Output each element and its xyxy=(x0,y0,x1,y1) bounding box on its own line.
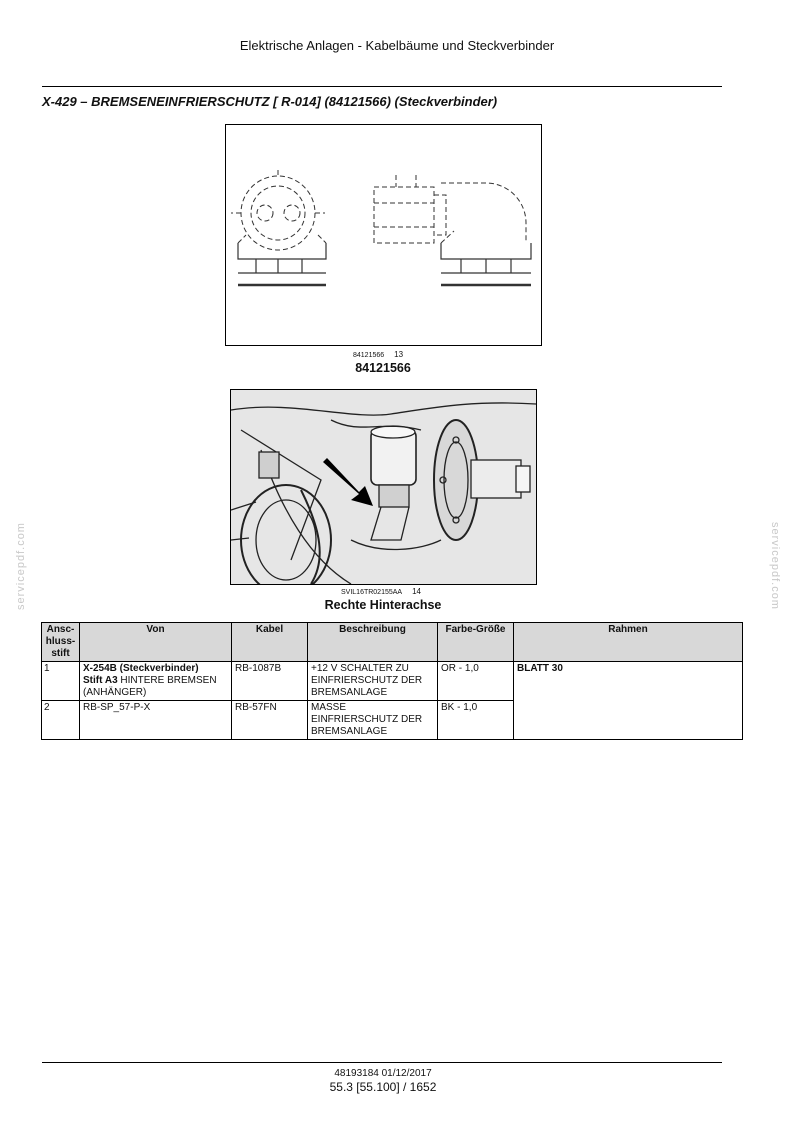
cell-color-size: BK - 1,0 xyxy=(438,701,514,740)
figure1-code: 84121566 xyxy=(353,352,385,359)
figure1-code-caption xyxy=(353,350,403,359)
table-header-row xyxy=(42,623,743,662)
footer-document-id: 48193184 01/12/2017 xyxy=(334,1068,432,1079)
footer-rule xyxy=(42,1062,722,1063)
watermark-left: servicepdf.com xyxy=(15,522,27,610)
section-title: X-429 – BREMSENEINFRIERSCHUTZ [ R-014] (84121566) (Steckverbinder) xyxy=(42,94,498,109)
figure2-code-caption xyxy=(341,587,421,596)
figure1-caption: 84121566 xyxy=(355,361,411,375)
cell-from-pin: Stift A3 xyxy=(83,675,118,686)
connector-pin-table xyxy=(41,622,743,740)
cell-pin: 2 xyxy=(42,701,80,740)
cell-frame: BLATT 30 xyxy=(514,662,743,740)
figure1-ref: 13 xyxy=(394,350,404,359)
column-header-color-size: Farbe-Größe xyxy=(438,623,514,662)
figure2-ref: 14 xyxy=(412,587,422,596)
cell-description: +12 V SCHALTER ZU EINFRIERSCHUTZ DER BREMSANLAGE xyxy=(308,662,438,701)
page-header-title: Elektrische Anlagen - Kabelbäume und Steckverbinder xyxy=(239,38,555,53)
connector-drawing-figure xyxy=(225,124,542,346)
watermark-right: servicepdf.com xyxy=(769,522,781,610)
rear-axle-illustration-figure xyxy=(230,389,537,585)
column-header-description: Beschreibung xyxy=(308,623,438,662)
column-header-frame: Rahmen xyxy=(514,623,743,662)
cell-description: MASSE EINFRIERSCHUTZ DER BREMSANLAGE xyxy=(308,701,438,740)
column-header-pin: Ansc- hluss- stift xyxy=(42,623,80,662)
figure2-caption: Rechte Hinterachse xyxy=(324,598,442,612)
column-header-cable: Kabel xyxy=(232,623,308,662)
figure2-code: SVIL16TR02155AA xyxy=(341,589,403,596)
cell-color-size: OR - 1,0 xyxy=(438,662,514,701)
header-rule xyxy=(42,86,722,87)
cell-from: RB-SP_57-P-X xyxy=(80,701,232,740)
connector-drawing xyxy=(226,125,541,345)
cell-pin: 1 xyxy=(42,662,80,701)
cell-cable: RB-1087B xyxy=(232,662,308,701)
rear-axle-illustration xyxy=(231,390,536,584)
cell-cable: RB-57FN xyxy=(232,701,308,740)
cell-from-connector: X-254B (Steckverbinder) xyxy=(83,663,199,674)
table-row xyxy=(42,662,743,701)
cell-from-text: HINTERE BREMSEN (ANHÄNGER) xyxy=(83,675,217,698)
footer-page-number: 55.3 [55.100] / 1652 xyxy=(329,1080,437,1094)
cell-from xyxy=(80,662,232,701)
column-header-from: Von xyxy=(80,623,232,662)
